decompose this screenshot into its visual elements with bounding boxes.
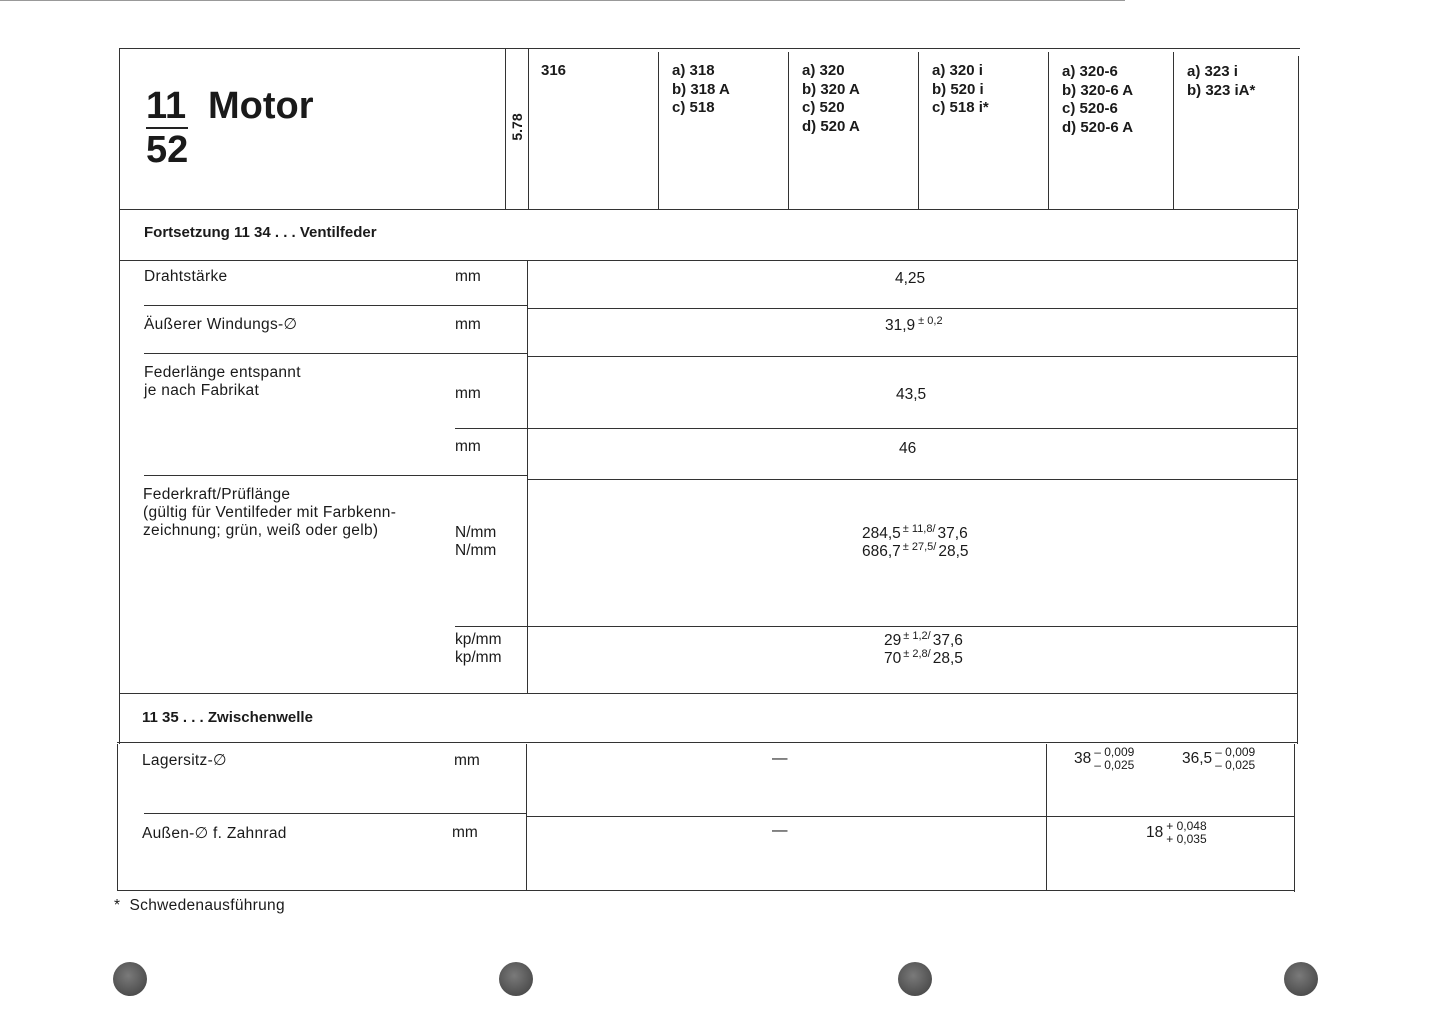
row-rule-6a xyxy=(144,813,526,814)
header-divider-c1 xyxy=(658,52,659,209)
row-rule-4b xyxy=(527,479,1297,480)
value-column-rule xyxy=(527,260,528,693)
value-column-rule-lower xyxy=(526,744,527,890)
gear-outer-label: Außen-∅ f. Zahnrad xyxy=(142,825,287,842)
model-column-320-6: a) 320-6 b) 320-6 A c) 520-6 d) 520-6 A xyxy=(1062,63,1134,136)
row-rule-1b xyxy=(527,308,1297,309)
punch-hole-1 xyxy=(113,962,147,996)
free-length-value-2: 46 xyxy=(899,440,917,457)
section-heading-rule-2 xyxy=(117,742,1297,743)
spring-force-nmm-1-value: 284,5 xyxy=(862,525,901,542)
gear-outer-tol-lower: + 0,035 xyxy=(1166,832,1207,846)
spring-force-unit-nmm: N/mm N/mm xyxy=(455,524,497,559)
gear-outer-number: 18 xyxy=(1146,824,1164,841)
row-rule-4a xyxy=(144,475,527,476)
bearing-seat-a-tol-upper: – 0,009 xyxy=(1094,745,1135,759)
spring-force-kpmm-2 xyxy=(884,650,963,669)
row-rule-2a xyxy=(144,353,527,354)
spring-force-kpmm-2-tol: ± 2,8/ xyxy=(903,648,931,660)
model-column-316: 316 xyxy=(541,62,567,79)
sub-number: 52 xyxy=(146,129,189,171)
model-column-323i: a) 323 i b) 323 iA* xyxy=(1187,63,1256,99)
spring-force-unit-kpmm: kp/mm kp/mm xyxy=(455,631,502,666)
table-left-rule xyxy=(119,209,120,744)
row-rule-1a xyxy=(144,305,527,306)
row-rule-5a xyxy=(455,626,1297,627)
punch-hole-3 xyxy=(898,962,932,996)
table-right-rule-lower xyxy=(1294,744,1295,892)
section-heading-intermediate-shaft: 11 35 . . . Zwischenwelle xyxy=(142,709,313,726)
header-divider-edition xyxy=(528,48,529,209)
outer-diameter-unit: mm xyxy=(455,316,481,333)
header-right-rule xyxy=(1298,56,1299,209)
spring-force-nmm-1-tol: ± 11,8/ xyxy=(902,523,936,535)
bearing-seat-value-b-number: 36,5 xyxy=(1182,750,1213,767)
free-length-value-1: 43,5 xyxy=(896,386,927,403)
spring-force-kpmm-2-length: 28,5 xyxy=(932,650,963,667)
bearing-seat-unit: mm xyxy=(454,752,480,769)
free-length-unit-1: mm xyxy=(455,385,481,402)
row-rule-3a xyxy=(455,428,1297,429)
gear-outer-value xyxy=(1146,820,1207,846)
header-divider-c5 xyxy=(1173,52,1174,209)
header-top-rule xyxy=(119,48,1300,49)
bearing-seat-value-b-tol xyxy=(1215,746,1255,772)
spring-force-nmm-1-length: 37,6 xyxy=(937,525,968,542)
bearing-seat-a-tol-lower: – 0,025 xyxy=(1094,758,1135,772)
spring-force-kpmm-1-value: 29 xyxy=(884,632,902,649)
table-left-rule-lower xyxy=(117,744,118,890)
bearing-seat-b-tol-upper: – 0,009 xyxy=(1215,745,1256,759)
spring-force-nmm-2 xyxy=(862,543,969,562)
bearing-seat-value-a-number: 38 xyxy=(1074,750,1092,767)
row-rule-2b xyxy=(527,356,1297,357)
spring-force-kpmm-2-value: 70 xyxy=(884,650,902,667)
section-end-rule xyxy=(119,693,1297,694)
bearing-seat-value-a-tol xyxy=(1094,746,1134,772)
outer-diameter-value xyxy=(885,317,943,336)
scan-edge xyxy=(0,0,1125,1)
bearing-seat-b-tol-lower: – 0,025 xyxy=(1215,758,1256,772)
gear-outer-dash: — xyxy=(772,822,788,839)
header-divider-c2 xyxy=(788,52,789,209)
gear-outer-tol xyxy=(1166,820,1206,846)
outer-diameter-number: 31,9 xyxy=(885,317,916,334)
outer-diameter-tolerance: ± 0,2 xyxy=(918,315,943,327)
bearing-seat-label: Lagersitz-∅ xyxy=(142,752,227,769)
gear-outer-unit: mm xyxy=(452,824,478,841)
outer-diameter-label: Äußerer Windungs-∅ xyxy=(144,316,298,333)
header-divider-c4 xyxy=(1048,52,1049,209)
wire-thickness-label: Drahtstärke xyxy=(144,268,228,285)
spring-force-nmm-2-tol: ± 27,5/ xyxy=(902,541,937,553)
header-left-rule xyxy=(119,48,120,209)
model-column-320i: a) 320 i b) 520 i c) 518 i* xyxy=(932,62,989,116)
table-bottom-rule xyxy=(117,890,1295,891)
footnote: * Schwedenausführung xyxy=(114,897,285,914)
row-rule-6b xyxy=(526,816,1294,817)
table-right-rule xyxy=(1297,209,1298,744)
header-divider-title xyxy=(505,48,506,209)
section-heading-rule xyxy=(119,260,1297,261)
spring-force-nmm-2-value: 686,7 xyxy=(862,543,901,560)
punch-hole-2 xyxy=(499,962,533,996)
gear-outer-tol-upper: + 0,048 xyxy=(1166,819,1207,833)
spring-force-kpmm-1-tol: ± 1,2/ xyxy=(903,630,931,642)
model-column-320: a) 320 b) 320 A c) 520 d) 520 A xyxy=(802,62,860,135)
spring-force-nmm-2-length: 28,5 xyxy=(938,543,969,560)
edition-date: 5.78 xyxy=(509,113,525,141)
punch-hole-4 xyxy=(1284,962,1318,996)
section-heading-valve-spring: Fortsetzung 11 34 . . . Ventilfeder xyxy=(144,224,377,241)
wire-thickness-unit: mm xyxy=(455,268,481,285)
page-title: Motor xyxy=(208,85,314,127)
spring-force-label: Federkraft/Prüflänge (gültig für Ventilfeder mit Farbkenn- zeichnung; grün, weiß oder gelb) xyxy=(143,486,397,539)
wire-thickness-value: 4,25 xyxy=(895,270,926,287)
spring-force-kpmm-1-length: 37,6 xyxy=(932,632,963,649)
bearing-seat-value-a xyxy=(1074,746,1134,772)
value-split-rule xyxy=(1046,744,1047,890)
header-bottom-rule xyxy=(119,209,1298,210)
free-length-label: Federlänge entspannt je nach Fabrikat xyxy=(144,364,301,399)
group-number: 11 xyxy=(146,85,187,127)
bearing-seat-dash: — xyxy=(772,750,788,767)
model-column-318: a) 318 b) 318 A c) 518 xyxy=(672,62,730,116)
header-divider-c3 xyxy=(918,52,919,209)
free-length-unit-2: mm xyxy=(455,438,481,455)
bearing-seat-value-b xyxy=(1182,746,1255,772)
